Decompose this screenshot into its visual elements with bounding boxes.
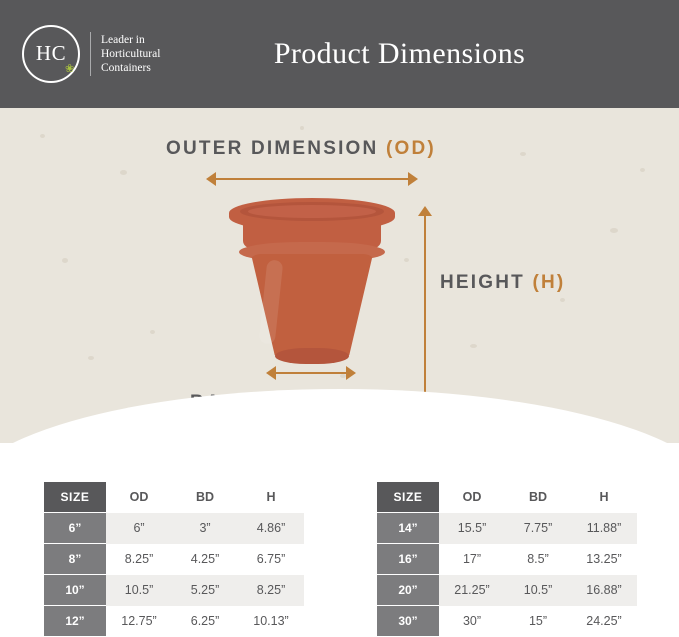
cell-size: 8” xyxy=(44,544,106,575)
cell-bd: 8.5” xyxy=(505,544,571,575)
cell-bd: 5.25” xyxy=(172,575,238,606)
height-label xyxy=(440,272,565,294)
height-label-text: HEIGHT xyxy=(440,272,533,293)
cell-od: 8.25” xyxy=(106,544,172,575)
column-header-bd: BD xyxy=(172,482,238,513)
leaf-icon: ❀ xyxy=(65,63,75,75)
dimension-table-large-sizes xyxy=(377,482,637,637)
texture-speck xyxy=(404,258,409,262)
cell-bd: 4.25” xyxy=(172,544,238,575)
cell-bd: 6.25” xyxy=(172,606,238,637)
column-header-od: OD xyxy=(106,482,172,513)
column-header-h: H xyxy=(238,482,304,513)
height-abbr: (H) xyxy=(532,272,566,293)
cell-h: 11.88” xyxy=(571,513,637,544)
planter-pot-illustration xyxy=(229,198,395,364)
table-row xyxy=(377,513,637,544)
cell-bd: 10.5” xyxy=(505,575,571,606)
outer-dimension-arrow xyxy=(206,172,418,186)
cell-h: 24.25” xyxy=(571,606,637,637)
texture-speck xyxy=(150,330,155,334)
cell-od: 17” xyxy=(439,544,505,575)
table-row xyxy=(44,606,304,637)
arrow-line xyxy=(273,372,349,374)
logo-divider xyxy=(90,32,91,76)
cell-bd: 3” xyxy=(172,513,238,544)
outer-dimension-label xyxy=(166,138,436,160)
logo-monogram-badge xyxy=(22,25,80,83)
cell-od: 15.5” xyxy=(439,513,505,544)
texture-speck xyxy=(640,168,645,172)
base-dimension-arrow xyxy=(266,366,356,380)
logo-tagline: Leader in Horticultural Containers xyxy=(101,34,161,74)
cell-h: 10.13” xyxy=(238,606,304,637)
column-header-bd: BD xyxy=(505,482,571,513)
logo-monogram-text: HC xyxy=(35,40,67,65)
table-row xyxy=(377,575,637,606)
cell-h: 6.75” xyxy=(238,544,304,575)
cell-bd: 15” xyxy=(505,606,571,637)
cell-size: 6” xyxy=(44,513,106,544)
arrow-line xyxy=(213,178,411,180)
cell-size: 12” xyxy=(44,606,106,637)
table-row xyxy=(377,544,637,575)
brand-logo xyxy=(22,25,192,83)
texture-speck xyxy=(88,356,94,360)
cell-size: 14” xyxy=(377,513,439,544)
column-header-size: SIZE xyxy=(44,482,106,513)
texture-speck xyxy=(610,228,618,233)
cell-od: 6” xyxy=(106,513,172,544)
cell-h: 8.25” xyxy=(238,575,304,606)
dimension-tables xyxy=(0,452,679,636)
table-row xyxy=(44,544,304,575)
arrow-right-head-icon xyxy=(408,172,418,186)
texture-speck xyxy=(560,298,565,302)
table-row xyxy=(44,513,304,544)
cell-h: 16.88” xyxy=(571,575,637,606)
outer-dimension-label-text: OUTER DIMENSION xyxy=(166,138,386,159)
cell-od: 12.75” xyxy=(106,606,172,637)
texture-speck xyxy=(470,344,477,348)
column-header-od: OD xyxy=(439,482,505,513)
texture-speck xyxy=(120,170,127,175)
diagram-panel xyxy=(0,108,679,443)
texture-speck xyxy=(62,258,68,263)
cell-od: 10.5” xyxy=(106,575,172,606)
table-header-row xyxy=(377,482,637,513)
texture-speck xyxy=(520,152,526,156)
table-row xyxy=(377,606,637,637)
cell-h: 4.86” xyxy=(238,513,304,544)
cell-size: 16” xyxy=(377,544,439,575)
cell-od: 21.25” xyxy=(439,575,505,606)
cell-od: 30” xyxy=(439,606,505,637)
outer-dimension-abbr: (OD) xyxy=(385,138,436,159)
header-bar xyxy=(0,0,679,108)
cell-bd: 7.75” xyxy=(505,513,571,544)
texture-speck xyxy=(300,126,304,130)
arrow-right-head-icon xyxy=(346,366,356,380)
page-title-text: Product Dimensions xyxy=(273,37,526,70)
cell-h: 13.25” xyxy=(571,544,637,575)
table-header-row xyxy=(44,482,304,513)
cell-size: 30” xyxy=(377,606,439,637)
table-row xyxy=(44,575,304,606)
diagram-bottom-curve xyxy=(0,389,679,443)
cell-size: 10” xyxy=(44,575,106,606)
texture-speck xyxy=(40,134,45,138)
pot-rim-inner-highlight xyxy=(248,205,376,218)
dimension-table-small-sizes xyxy=(44,482,304,637)
column-header-size: SIZE xyxy=(377,482,439,513)
pot-base xyxy=(275,348,349,364)
cell-size: 20” xyxy=(377,575,439,606)
column-header-h: H xyxy=(571,482,637,513)
